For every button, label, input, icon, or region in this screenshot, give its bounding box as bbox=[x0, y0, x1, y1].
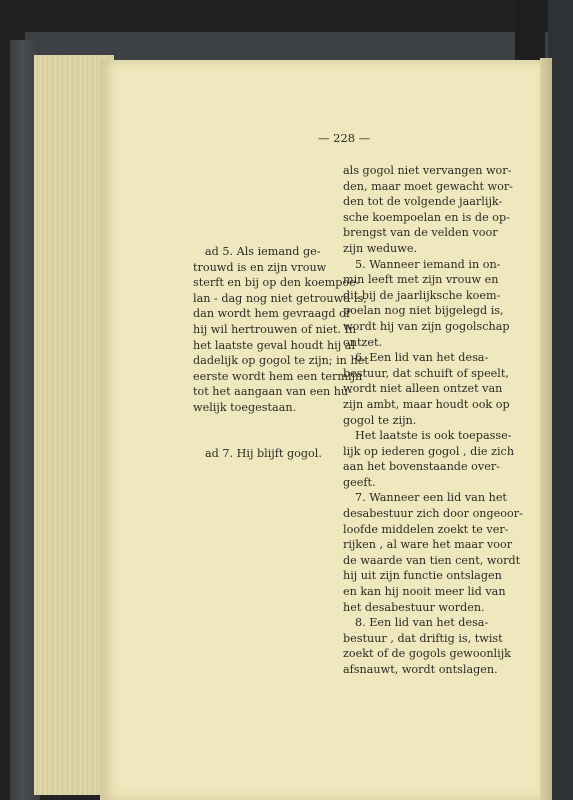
text-line: de waarde van tien cent, wordt bbox=[343, 553, 521, 567]
text-line: Het laatste is ook toepasse- bbox=[355, 429, 512, 443]
text-line: hij wil hertrouwen of niet. In bbox=[193, 322, 357, 336]
text-line: eerste wordt hem een termijn bbox=[193, 369, 363, 383]
text-line: dadelijk op gogol te zijn; in het bbox=[193, 354, 369, 368]
text-line: het laatste geval houdt hij al bbox=[193, 338, 356, 352]
text-line: rijken , al ware het maar voor bbox=[343, 538, 513, 552]
text-line: zijn weduwe. bbox=[343, 241, 418, 255]
text-line: 7. Wanneer een lid van het bbox=[355, 491, 507, 505]
text-line: loofde middelen zoekt te ver- bbox=[343, 522, 509, 536]
text-line: 8. Een lid van het desa- bbox=[355, 616, 489, 630]
text-line: zijn ambt, maar houdt ook op bbox=[343, 397, 510, 411]
text-line: brengst van de velden voor bbox=[343, 226, 498, 240]
text-line: geeft. bbox=[343, 475, 376, 489]
page-right-edge bbox=[540, 58, 552, 800]
text-line: tot het aangaan van een hu- bbox=[193, 385, 352, 399]
text-line: hij uit zijn functie ontslagen bbox=[343, 569, 502, 583]
text-line: trouwd is en zijn vrouw bbox=[193, 260, 327, 274]
text-line: en kan hij nooit meer lid van bbox=[343, 585, 506, 599]
text-line: lijk op iederen gogol , die zich bbox=[343, 444, 515, 458]
text-line: dit bij de jaarlijksche koem- bbox=[343, 288, 501, 302]
text-line: min leeft met zijn vrouw en bbox=[343, 273, 499, 287]
text-line: gogol te zijn. bbox=[343, 413, 417, 427]
right-column bbox=[343, 163, 523, 678]
text-line: poelan nog niet bijgelegd is, bbox=[343, 304, 504, 318]
text-line: 6. Een lid van het desa- bbox=[355, 351, 489, 365]
text-line: ontzet. bbox=[343, 335, 383, 349]
text-line: sche koempoelan en is de op- bbox=[343, 210, 510, 224]
text-line: ad 7. Hij blijft gogol. bbox=[205, 447, 322, 460]
text-line: afsnauwt, wordt ontslagen. bbox=[343, 663, 498, 676]
text-line: den, maar moet gewacht wor- bbox=[343, 179, 513, 193]
text-line: bestuur, dat schuift of speelt, bbox=[343, 366, 509, 380]
text-line: als gogol niet vervangen wor- bbox=[343, 164, 512, 177]
text-line: lan - dag nog niet getrouwd is, bbox=[193, 291, 367, 305]
text-line: welijk toegestaan. bbox=[193, 400, 297, 414]
left-column-block-2 bbox=[193, 446, 322, 462]
text-line: bestuur , dat driftig is, twist bbox=[343, 631, 503, 645]
text-line: wordt hij van zijn gogolschap bbox=[343, 319, 510, 333]
text-line: ad 5. Als iemand ge- bbox=[205, 245, 321, 258]
text-line: dan wordt hem gevraagd of bbox=[193, 307, 351, 321]
text-line: 5. Wanneer iemand in on- bbox=[355, 257, 501, 271]
text-line: zoekt of de gogols gewoonlijk bbox=[343, 647, 511, 661]
text-line: aan het bovenstaande over- bbox=[343, 460, 500, 474]
text-line: den tot de volgende jaarlijk- bbox=[343, 195, 503, 209]
text-line: sterft en bij op den koempoe- bbox=[193, 276, 360, 290]
page-number: — 228 — bbox=[318, 131, 371, 145]
text-line: wordt niet alleen ontzet van bbox=[343, 382, 503, 396]
text-line: desabestuur zich door ongeoor- bbox=[343, 507, 523, 521]
text-line: het desabestuur worden. bbox=[343, 600, 485, 614]
